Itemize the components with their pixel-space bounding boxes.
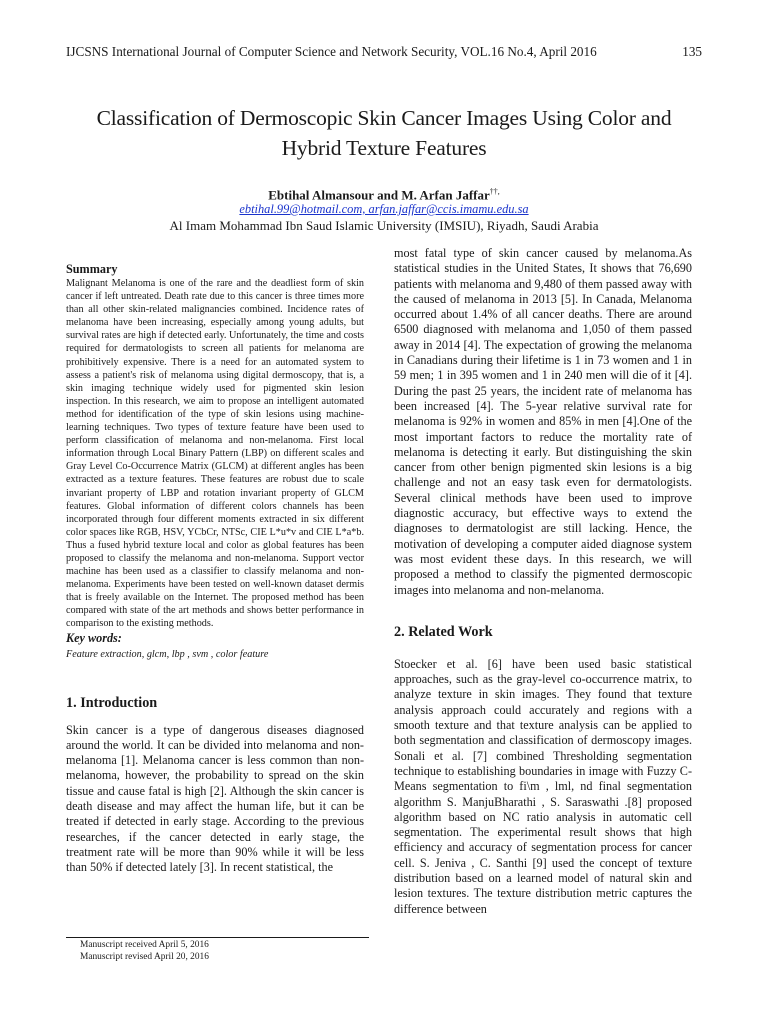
introduction-continuation: most fatal type of skin cancer caused by melanoma.As statistical studies in the United States, It shows that 76,690 patients with melanoma and 9,480 of them passed away with the caused of melanoma in 2013 [5]. In Canada, Melanoma occurred about 1.4% of all cancer deaths. There are around 6500 diagnosed with melanoma and 1,050 of them passed away in 2014 [4]. The expectation of growing the melanoma in Canadians during their lifetime is 1 in 73 women and 1 in 59 men; 1 in 395 women and 1 in 240 men will die of it [4]. During the past 25 years, the incident rate of melanoma has been increased [4]. The 5-year relative survival rate for melanoma is 92% in women and 85% in men [4].One of the most important factors to reduce the mortality rate of melanoma is detecting it early. But distinguishing the skin cancer from other benign pigmented skin lesions is a big challenge and not an easy task even for dermatologists. Several clinical methods have been used to improve diagnostic accuracy, but effective ways to extend the diagnoses to dermatologist are still lacking. Hence, the motivation of developing a computer aided diagnose system was most evident these days. In this research, we will proposed a method to classify the pigmented dermoscopic images into melanoma and non-melanoma. bbox=[394, 246, 692, 597]
author-name: M. Arfan Jaffar bbox=[401, 187, 490, 203]
introduction-heading: 1. Introduction bbox=[66, 694, 158, 711]
page-number: 135 bbox=[682, 44, 702, 59]
summary-heading: Summary bbox=[66, 262, 118, 276]
author-emails-link[interactable]: ebtihal.99@hotmail.com, arfan.jaffar@ccis.imamu.edu.sa bbox=[239, 202, 529, 216]
right-column bbox=[394, 246, 692, 917]
footnote-divider bbox=[66, 937, 369, 938]
related-work-text: Stoecker et al. [6] have been used basic statistical approaches, such as the gray-level co-occurrence matrix, to analyze texture in skin images. They found that texture analysis approach could accurately and regions with a smooth texture and that texture analysis can be applied to both segmentation and classification of dermoscopy images. Sonali et al. [7] combined Thresholding segmentation technique to establishing boundaries in image with Fuzzy C-Means segmentation to fi\m , lml, nd final segmentation algorithm S. ManjuBharathi , S. Saraswathi .[8] proposed algorithm based on NC ratio analysis in automatic cell segmentation. The experimental result shows that high efficiency and accuracy of segmentation process for cancer cell. S. Jeniva , C. Santhi [9] used the concept of texture distribution based on a learned model of natural skin and lesion textures. The texture distribution metric captures the difference between bbox=[394, 656, 692, 916]
running-header bbox=[66, 44, 702, 60]
author-affiliation: Al Imam Mohammad Ibn Saud Islamic University (IMSIU), Riyadh, Saudi Arabia bbox=[169, 218, 599, 233]
keywords-text: Feature extraction, glcm, lbp , svm , color feature bbox=[66, 648, 269, 660]
paper-title: Classification of Dermoscopic Skin Cancer Images Using Color and Hybrid Texture Features bbox=[96, 106, 672, 160]
journal-citation: IJCSNS International Journal of Computer Science and Network Security, VOL.16 No.4, April 2016 bbox=[66, 44, 597, 59]
introduction-text: Skin cancer is a type of dangerous diseases diagnosed around the world. It can be divided into melanoma and non-melanoma [1]. Melanoma cancer is less common than non-melanoma, however, the probability to spread on the skin tissue and cause fatal is high [2]. Although the skin cancer is death disease and may affect the human life, but it can be treated if detected in early stage. According to the previous researches, if the cancer detected in early stage, the treatment rate will be more than 90% while it will be less than 50% if detected lately [3]. In recent statistical, the bbox=[66, 722, 364, 875]
author-conjunction: and bbox=[377, 187, 399, 203]
manuscript-revised: Manuscript revised April 20, 2016 bbox=[80, 951, 209, 962]
related-work-heading: 2. Related Work bbox=[394, 623, 493, 640]
author-marks: ††, bbox=[489, 187, 500, 196]
left-column bbox=[66, 262, 364, 876]
footnotes bbox=[80, 940, 370, 963]
summary-text: Malignant Melanoma is one of the rare and the deadliest form of skin cancer if left untreated. Death rate due to this cancer is three times more than all other skin-related malignancies combined. Incidence rates of melanoma have been increasing, especially among young adults, but survival rates are high if detected early. Unfortunately, the time and costs required for dermatologists to screen all patients for melanoma are prohibitively expensive. There is a need for an automated system to assess a patient's risk of melanoma using digital dermoscopy, that is, a skin imaging technique widely used for pigmented skin lesion inspection. In this research, we aim to propose an intelligent automated method for identification of the type of skin lesions using machine-learning techniques. Two types of texture feature have been used to perform classification of melanoma and non-melanoma. First local information through Local Binary Pattern (LBP) on different scales and Gray Level Co-Occurrence Matrix (GLCM) at different angles has been extracted as a texture features. These features are robust due to scale invariant property of LBP and rotation invariant property of GLCM features. Global information of different colors channels has been incorporated through four different moments extracted in six different color spaces like RGB, HSV, YCbCr, NTSc, CIE L*u*v and CIE L*a*b. Thus a fused hybrid texture local and color as global features has been proposed to classify the melanoma and non-melanoma. Support vector machine has been used as a classifier to classify melanoma and non-melanoma. Experiments have been tested on well-known dataset dermis that is freely available on the Internet. The proposed method has been compared with state of the art methods and shows better performance in comparison to the existing methods. bbox=[66, 278, 364, 630]
author-name: Ebtihal Almansour bbox=[268, 187, 374, 203]
keywords-heading: Key words: bbox=[66, 630, 122, 645]
manuscript-received: Manuscript received April 5, 2016 bbox=[80, 940, 209, 950]
